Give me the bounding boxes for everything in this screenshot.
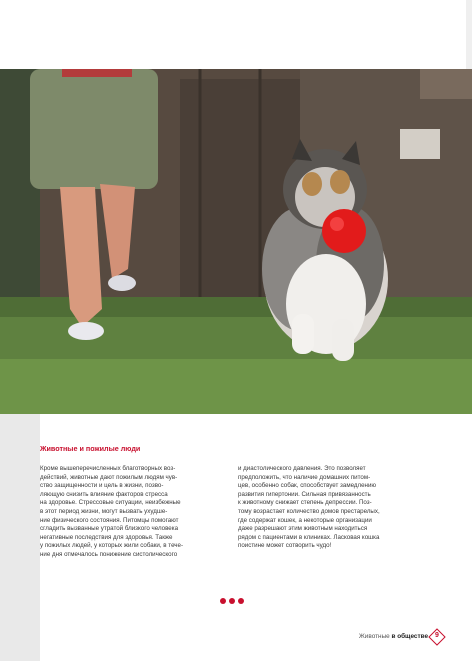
photo-illustration [0,69,472,414]
text-line: на здоровье. Стрессовые ситуации, неизбежные [40,499,181,507]
article-column-left [40,465,224,560]
dot-icon [220,598,226,604]
text-line: ние дня отмечалось понижение систолического [40,550,178,558]
text-line: предположить, что наличие домашних питом- [238,473,371,481]
article-column-right [238,465,420,551]
text-line: к животному снижает степень депрессии. Поз- [238,499,372,507]
footer-label-bold: в обществе [391,633,428,640]
text-line: ляющую снизить влияние факторов стресса [40,490,168,498]
text-line: в этот период жизни, могут вызвать ухудше- [40,507,168,515]
text-line: и диастолического давления. Это позволяет [238,465,366,472]
text-line: ние физического состояния. Питомцы помогают [40,516,179,524]
text-line: у пожилых людей, у которых жили собаки, в тече- [40,542,184,550]
text-line: ство защищенности и цель в жизни, позво- [40,482,164,490]
text-line: сгладить вызванные утратой близкого человека [40,525,179,533]
top-margin [0,0,472,69]
text-line: где содержат кошек, а некоторые организации [238,516,372,524]
text-line: действий, животные дают пожилым людям чув- [40,473,178,481]
page-number: 9 [435,632,439,639]
text-line: поистине может сотворить чудо! [238,542,332,550]
footer-label-plain: Животные [358,633,392,640]
section-footer-label [359,633,428,640]
text-line: цев, особенно собак, способствует замедлению [238,482,377,490]
text-line: развития гипертонии. Сильная привязанность [238,490,371,498]
text-line: рядом с пациентами в клиниках. Ласковая кошка [238,533,380,541]
text-line: даже разрешают этим животным находиться [238,525,368,533]
dot-icon [238,598,244,604]
dog-running-with-red-ball-photo [0,69,472,414]
text-line: Кроме вышеперечисленных благотворных воз- [40,465,176,472]
article-heading: Животные и пожилые люди [40,444,141,453]
three-red-dots-decor [220,598,246,606]
page-number-marker [428,628,446,646]
text-line: тому возрастает количество домов престарелых, [238,507,380,515]
dot-icon [229,598,235,604]
left-margin-strip [0,414,40,661]
text-line: негативные последствия для здоровья. Также [40,533,173,541]
